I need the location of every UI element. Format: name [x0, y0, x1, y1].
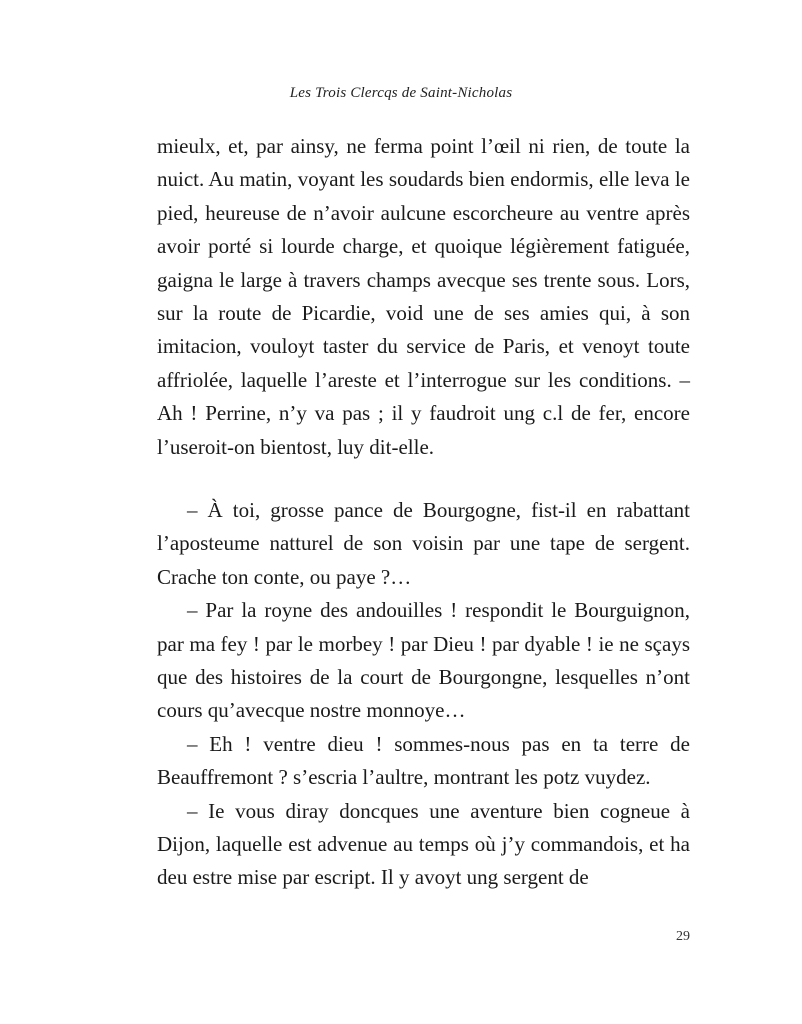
paragraph: mieulx, et, par ainsy, ne ferma point l’œil ni rien, de toute la nuict. Au matin, voyant les soudards bien endormis, elle leva le pied, heureuse de n’avoir aulcune escorcheure au ventre après avoir porté si lourde charge, et quoique légièrement fatiguée, gaigna le large à travers champs avecque ses trente sous. Lors, sur la route de Picardie, void une de ses amies qui, à son imitacion, vouloyt taster du service de Paris, et venoyt toute affriolée, laquelle l’areste et l’interrogue sur les conditions. – Ah ! Perrine, n’y va pas ; il y faudroit ung c.l de fer, encore l’useroit-on bientost, luy dit-elle. [157, 134, 690, 459]
paragraph: – Par la royne des andouilles ! respondit le Bourguignon, par ma fey ! par le morbey ! par Dieu ! par dyable ! ie ne sçays que des histoires de la court de Bourgongne, lesquelles n’ont cours qu’avecque nostre monnoye… [157, 598, 690, 723]
text-section-2 [157, 494, 690, 895]
paragraph: – À toi, grosse pance de Bourgogne, fist-il en rabattant l’aposteume natturel de son voisin par une tape de sergent. Crache ton conte, ou paye ?… [157, 498, 690, 589]
running-head: Les Trois Clercqs de Saint-Nicholas [289, 85, 513, 101]
text-section-1 [157, 130, 690, 464]
paragraph: – Ie vous diray doncques une aventure bien cogneue à Dijon, laquelle est advenue au temps où j’y commandois, et ha deu estre mise par escript. Il y avoyt ung sergent de [157, 798, 690, 890]
page-number: 29 [676, 929, 690, 944]
paragraph: – Eh ! ventre dieu ! sommes-nous pas en ta terre de Beauffremont ? s’escria l’aultre, montrant les potz vuydez. [157, 731, 690, 790]
